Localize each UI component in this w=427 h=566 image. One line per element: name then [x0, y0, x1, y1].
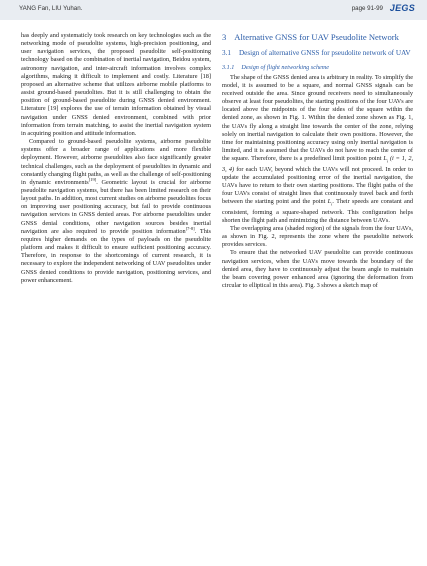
- math-var: L: [327, 198, 332, 206]
- text-run: for each UAV, beyond which the UAVs will not proceed. In order to update the accumulated positioning error of the inertial navigation, the UAVs have to return to their own starting positions. The flight paths of the four UAVs consist of straight lines that continuously travel back and forth between the starting point and the point: [222, 165, 413, 206]
- subsection-number: 3.1: [222, 48, 231, 57]
- header-authors: YANG Fan, LIU Yuhan.: [19, 5, 83, 12]
- citation: [19]: [88, 176, 97, 182]
- paragraph: To ensure that the networked UAV pseudolite can provide continuous navigation services, when the UAVs move towards the boundary of the denied area, they have to continuously adjust the beam angle to maintain the beam covering power enhanced area (ignoring the deformation from circular to elliptical in this area). Fig. 3 shows a sketch map of: [222, 249, 413, 290]
- math-symbol: [383, 155, 388, 162]
- subsection-heading: [222, 49, 413, 58]
- paragraph: The overlapping area (shaded region) of the signals from the four UAVs, as shown in Fig. 2, represents the zone where the pseudolite network provides services.: [222, 224, 413, 249]
- text-run: Compared to ground-based pseudolite systems, airborne pseudolite systems offer a broader range of applications and more flexible deployment. However, airborne pseudolites also face significantly greater technical challenges, such as the deployment of pseudolites in dynamic and constantly changing flight paths, as well as the challenge of self-positioning in dynamic environments: [21, 138, 211, 186]
- header-page-info: page 91-99: [351, 5, 383, 12]
- math-var: L: [383, 155, 387, 163]
- math-sub: i: [386, 158, 389, 164]
- subsection-title: Design of alternative GNSS for pseudolite network of UAV: [238, 48, 411, 57]
- paragraph: has deeply and systematicly took research on key technologies such as the networking mode of pseudolite systems, high-precision positioning, and user navigation services, the proposed pseudolite self-positioning technology based on the combination of inertial navigation, Beidou system, astronomy navigation, and inter-aircraft information involves complex algorithms, making it difficult to implement and costly. Literature [18] proposed an alternative scheme that utilizes airborne mobile platforms to assist ground-based pseudolites. But it is still challenging to obtain the position of ground-based pseudolite during GNSS denied environment. Literature [19] explores the use of terrain information obtained by visual navigation under GNSS denied environment, combined with prior information from terrain matching, to assist the inertial navigation system in acquiring position and attitude information.: [21, 32, 211, 137]
- section-heading: [222, 32, 413, 43]
- right-column: [222, 32, 413, 290]
- text-run: . This requires higher demands on the types of payloads on the pseudolite platform and makes it difficult to ensure sufficient positioning accuracy. Therefore, in response to the shortcomings of current research, it is necessary to explore the independent networking of UAV pseudolites under GNSS denied conditions to provide navigation, positioning services, and power enhancement.: [21, 227, 211, 284]
- math-sub: i: [331, 201, 333, 207]
- subsubsection-heading: [222, 64, 413, 72]
- page-header: [0, 0, 427, 20]
- text-run: . Geometric layout is crucial for airborne pseudolite navigation systems, but there has been limited research on their layout paths. In addition, most current studies on airborne pseudolites focus on improving user positioning accuracy, but fail to provide continuous navigation services in GNSS denied areas. For airborne pseudolites under GNSS denial conditions, other navigation sources besides inertial navigation are also required to provide position information: [21, 178, 211, 235]
- journal-logo: JEGS: [389, 3, 415, 13]
- text-run: . Their speeds are constant and consistent, forming a square-shaped network. This configuration helps shorten the flight path and minimizing the distance between UAVs.: [222, 198, 413, 224]
- section-title: Alternative GNSS for UAV Pseudolite Network: [234, 32, 399, 42]
- paragraph: [222, 74, 413, 225]
- paragraph: [21, 138, 211, 285]
- citation: [7-8]: [185, 225, 195, 231]
- section-number: 3: [222, 32, 227, 42]
- text-run: The shape of the GNSS denied area is arbitrary in reality. To simplify the model, it is assumed to be a square, and normal GNSS signals can be received outside the area. Since ground receivers need to simultaneously observe at least four pseudolites, the starting positions of the four UAVs are located above the midpoints of the four sides of the square within the denied zone, as shown in Fig. 1. Within the denied zone shown as Fig. 1, the UAVs fly along a straight line towards the center of the zone, relying solely on inertial navigation to calculate their own positions. However, the time for maintaining positioning accuracy using only inertial navigation is limited, and it is assumed that the UAVs do not have to reach the center of the square. Therefore, there is a predefined limit position point: [222, 73, 413, 163]
- subsubsection-number: 3.1.1: [222, 63, 235, 71]
- subsubsection-title: Design of flight networking scheme: [241, 63, 330, 71]
- math-condition: (i = 1, 2, 3, 4): [222, 155, 414, 173]
- left-column: [21, 32, 211, 285]
